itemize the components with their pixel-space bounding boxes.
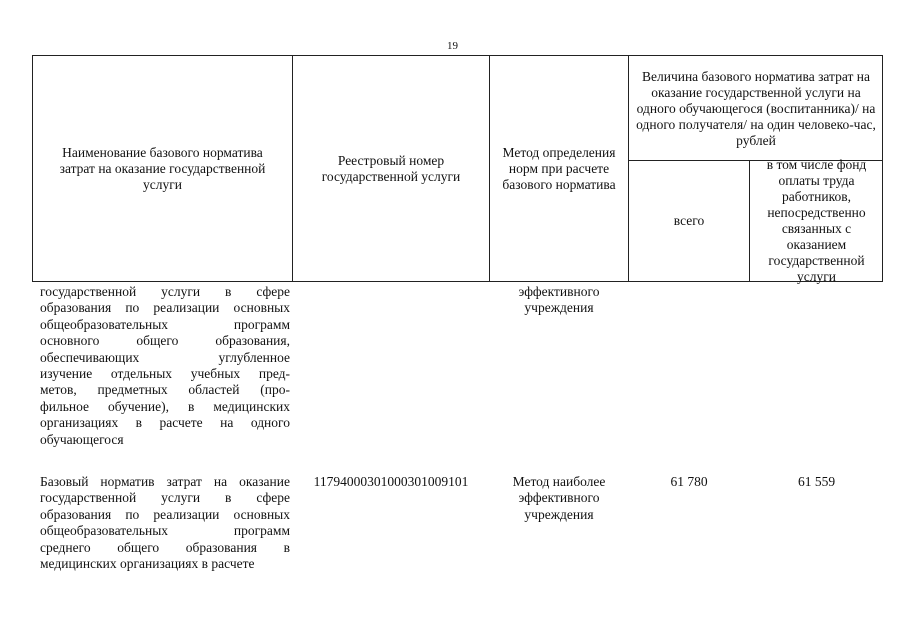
text-line: образования по реализации основных (40, 300, 290, 316)
text-line: образования по реализации основных (40, 506, 290, 522)
row-method-cell (490, 284, 628, 317)
text-line: эффективного (518, 490, 600, 506)
text-line: метов, предметных областей (про- (40, 382, 290, 398)
text-line: организациях в расчете на одного (40, 415, 290, 431)
text-line: Базовый норматив затрат на оказание (40, 474, 290, 489)
page-number: 19 (447, 40, 458, 52)
text-line: Метод наиболее (512, 474, 606, 489)
row-method-cell (490, 474, 628, 523)
header-method-column: Метод определения норм при расчете базового норматива (502, 144, 616, 192)
header-total-column: всего (673, 213, 705, 228)
text-line: обучающегося (40, 431, 124, 447)
text-line: государственной услуги в сфере (40, 490, 290, 506)
text-line: общеобразовательных программ (40, 316, 290, 332)
text-line: фильное обучение), в медицинских (40, 398, 290, 414)
text-line: эффективного (518, 284, 600, 299)
row-wage-fund-cell: 61 559 (797, 474, 836, 489)
header-wage-fund-column: в том числе фонд оплаты труда работников, непосредственно связанных с оказанием государственной услуги (766, 157, 867, 284)
text-line: государственной услуги в сфере (40, 284, 290, 299)
text-line: основного общего образования, (40, 333, 290, 349)
text-line: изучение отдельных учебных пред- (40, 366, 290, 382)
row-name-cell (40, 284, 290, 448)
text-line: среднего общего образования в (40, 539, 290, 555)
text-line: учреждения (524, 506, 594, 522)
row-name-cell (40, 474, 290, 572)
header-normative-group: Величина базового норматива затрат на оказание государственной услуги на одного обучающегося (воспитанника)/ на одного получателя/ на один человеко-час, рублей (636, 68, 876, 148)
header-registry-column: Реестровый номер государственной услуги (321, 152, 461, 184)
row-total-cell: 61 780 (670, 474, 708, 489)
text-line: обеспечивающих углубленное (40, 349, 290, 365)
text-line: медицинских организациях в расчете (40, 556, 255, 572)
header-name-column: Наименование базового норматива затрат на оказание государственной услуги (59, 144, 266, 192)
text-line: учреждения (524, 300, 594, 316)
row-registry-cell: 11794000301000301009101 (313, 474, 469, 489)
text-line: общеобразовательных программ (40, 523, 290, 539)
